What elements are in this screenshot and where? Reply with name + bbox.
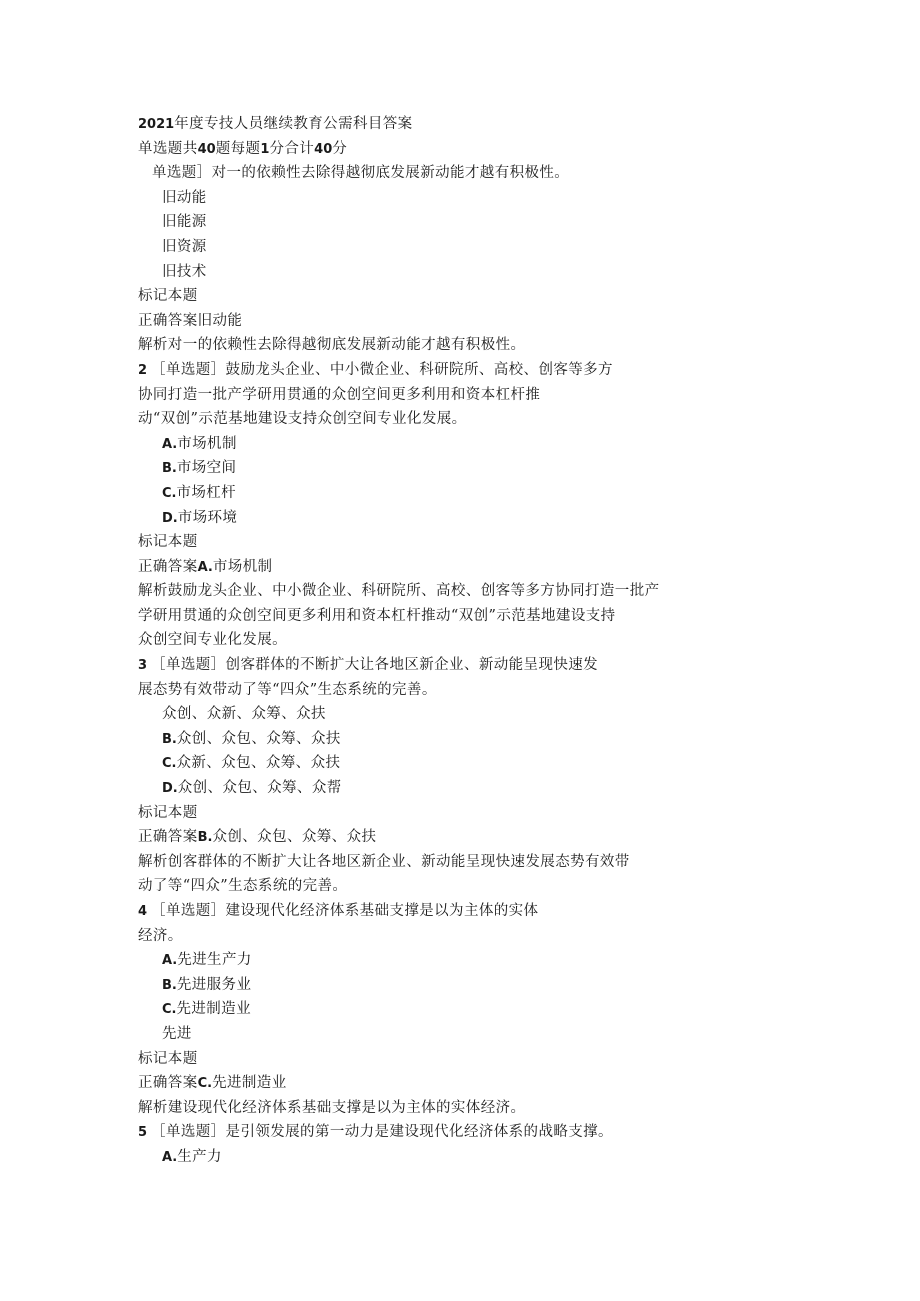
question-number: 4	[138, 904, 148, 919]
q1-analysis: 解析对一的依赖性去除得越彻底发展新动能才越有积极性。	[138, 337, 526, 354]
option-letter: D.	[162, 781, 178, 797]
answer-prefix: 正确答案	[138, 829, 198, 846]
q4-mark-question[interactable]: 标记本题	[138, 1050, 198, 1067]
q4-stem-line: 经济。	[138, 927, 183, 944]
q4-option-a[interactable]	[0, 948, 920, 973]
q3-analysis-line: 解析创客群体的不断扩大让各地区新企业、新动能呈现快速发展态势有效带	[138, 853, 630, 870]
section-text: 分	[332, 140, 348, 157]
q4-stem	[0, 899, 920, 924]
q1-option[interactable]: 旧能源	[162, 214, 207, 231]
q2-analysis-line: 众创空间专业化发展。	[138, 632, 287, 649]
answer-text: 众创、众包、众筹、众扶	[212, 829, 377, 846]
section-text: 题每题	[215, 140, 261, 157]
q2-mark-question[interactable]: 标记本题	[138, 534, 198, 551]
q1-option[interactable]: 旧动能	[162, 189, 207, 206]
q2-option-a[interactable]	[0, 432, 920, 457]
answer-text: 市场机制	[212, 558, 273, 575]
option-letter: C.	[162, 485, 177, 501]
q4-stem-line: ［单选题］建设现代化经济体系基础支撑是以为主体的实体	[151, 903, 539, 919]
q3-option-c[interactable]	[0, 751, 920, 776]
option-text: 市场杠杆	[176, 484, 237, 501]
option-text: 众创、众包、众筹、众帮	[177, 780, 342, 797]
question-number: 5	[138, 1125, 148, 1141]
q4-option-d[interactable]: 先进	[162, 1025, 192, 1042]
q5-stem	[0, 1120, 920, 1145]
q1-option[interactable]: 旧技术	[162, 263, 207, 280]
q2-stem-line: 协同打造一批产学研用贯通的众创空间更多利用和资本杠杆推	[138, 386, 541, 403]
q3-option-b[interactable]	[0, 727, 920, 752]
total-points: 40	[314, 141, 333, 157]
q2-analysis-line: 学研用贯通的众创空间更多利用和资本杠杆推动“双创”示范基地建设支持	[138, 607, 616, 624]
option-letter: C.	[162, 1002, 177, 1018]
q4-analysis: 解析建设现代化经济体系基础支撑是以为主体的实体经济。	[138, 1099, 526, 1116]
q4-correct-answer	[0, 1071, 920, 1096]
q3-option-a[interactable]: 众创、众新、众筹、众扶	[162, 706, 326, 723]
q3-stem-line: 展态势有效带动了等“四众”生态系统的完善。	[138, 681, 437, 698]
option-letter: B.	[162, 731, 177, 747]
answer-prefix: 正确答案	[138, 1075, 198, 1092]
section-header	[0, 137, 920, 162]
question-count: 40	[197, 141, 216, 157]
q3-mark-question[interactable]: 标记本题	[138, 804, 198, 821]
question-number: 2	[138, 362, 148, 378]
option-letter: A.	[162, 1149, 178, 1165]
q3-stem	[0, 653, 920, 678]
question-number: 3	[138, 658, 148, 674]
option-text: 市场机制	[177, 435, 237, 452]
title-text: 年度专技人员继续教育公需科目答案	[174, 116, 413, 132]
option-letter: C.	[162, 756, 177, 772]
q1-correct-answer	[0, 309, 920, 334]
option-text: 市场空间	[176, 460, 237, 477]
option-text: 众新、众包、众筹、众扶	[176, 755, 341, 772]
q2-option-d[interactable]	[0, 506, 920, 531]
option-letter: A.	[162, 436, 178, 452]
answer-letter: C.	[197, 1076, 213, 1092]
answer-letter: A.	[197, 559, 213, 575]
option-text: 先进生产力	[177, 952, 252, 969]
q3-analysis-line: 动了等“四众”生态系统的完善。	[138, 878, 348, 895]
q1-option[interactable]: 旧资源	[162, 238, 207, 255]
option-text: 先进服务业	[176, 976, 252, 993]
points-per-question: 1	[260, 141, 270, 157]
option-text: 市场环境	[177, 509, 238, 526]
q2-correct-answer	[0, 555, 920, 580]
q2-stem-line: ［单选题］鼓励龙头企业、中小微企业、科研院所、高校、创客等多方	[151, 361, 613, 378]
answer-prefix: 正确答案	[138, 312, 198, 329]
q4-option-c[interactable]	[0, 997, 920, 1022]
option-letter: A.	[162, 953, 178, 969]
section-text: 分合计	[269, 140, 315, 157]
option-letter: B.	[162, 977, 177, 993]
answer-text: 先进制造业	[212, 1075, 287, 1092]
q2-stem-line: 动“双创”示范基地建设支持众创空间专业化发展。	[138, 411, 467, 428]
q2-stem	[0, 358, 920, 383]
option-text: 生产力	[177, 1148, 222, 1165]
q2-analysis-line: 解析鼓励龙头企业、中小微企业、科研院所、高校、创客等多方协同打造一批产	[138, 583, 660, 600]
q4-option-b[interactable]	[0, 973, 920, 998]
q3-stem-line: ［单选题］创客群体的不断扩大让各地区新企业、新动能呈现快速发	[151, 657, 599, 674]
q2-option-c[interactable]	[0, 481, 920, 506]
q3-option-d[interactable]	[0, 776, 920, 801]
answer-prefix: 正确答案	[138, 558, 198, 575]
section-text: 单选题共	[138, 140, 198, 157]
q3-correct-answer	[0, 825, 920, 850]
title-year: 2021	[138, 117, 175, 132]
q1-stem: 单选题］对一的依赖性去除得越彻底发展新动能才越有积极性。	[152, 165, 570, 182]
answer-text: 旧动能	[197, 312, 243, 329]
q1-mark-question[interactable]: 标记本题	[138, 288, 198, 305]
option-text: 众创、众包、众筹、众扶	[176, 730, 341, 747]
doc-title	[0, 112, 920, 137]
q5-stem-line: ［单选题］是引领发展的第一动力是建设现代化经济体系的战略支撑。	[151, 1124, 613, 1141]
option-letter: D.	[162, 510, 178, 526]
q2-option-b[interactable]	[0, 456, 920, 481]
q5-option-a[interactable]	[0, 1145, 920, 1170]
document-page	[0, 112, 920, 1170]
answer-letter: B.	[197, 830, 213, 846]
option-text: 先进制造业	[176, 1001, 251, 1018]
option-letter: B.	[162, 461, 177, 477]
